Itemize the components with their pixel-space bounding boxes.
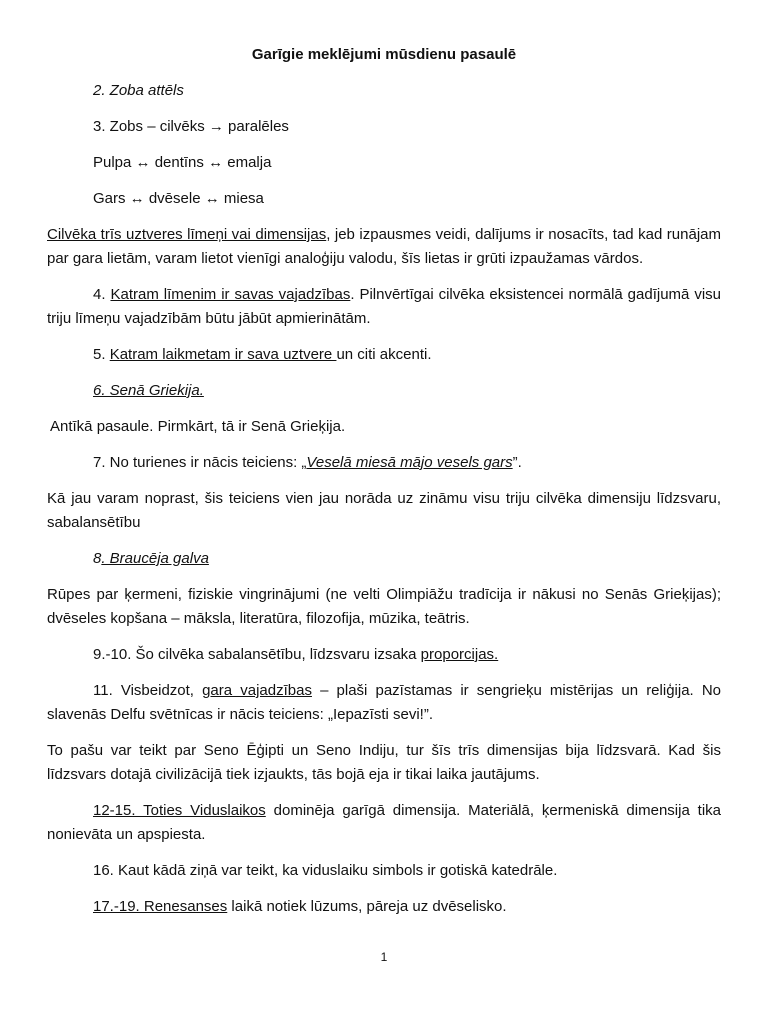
paragraph-tooth-layers: Pulpa ↔ dentīns ↔ emalja: [93, 154, 272, 171]
paragraph-slide-12-15: [47, 799, 721, 847]
paragraph-egypt-india: To pašu var teikt par Seno Ēģipti un Seno Indiju, tur šīs trīs dimensijas bija līdzsvarā. Kad šis līdzsvars dotajā civilizācijā tiek izjaukts, tās bojā eja ir tikai laika jautājums.: [47, 742, 721, 783]
paragraph-slide-5: [47, 343, 721, 367]
paragraph-text: 8: [93, 550, 102, 567]
paragraph-slide-11: [47, 679, 721, 727]
underlined-phrase: Cilvēka trīs uztveres līmeņi vai dimensijas: [47, 226, 327, 243]
paragraph-text: , jeb izpausmes veidi, dalījums ir nosacīts, tad kad runājam par gara lietām, varam lietot vienīgi analoģiju valodu, šīs lietas ir grūti izpaužamas vārdos.: [47, 226, 721, 267]
paragraph-antiquity: Antīkā pasaule. Pirmkārt, tā ir Senā Grieķija.: [50, 418, 346, 435]
paragraph-slide-3: 3. Zobs – cilvēks → paralēles: [93, 118, 289, 135]
paragraph-three-levels: [47, 223, 721, 271]
underlined-phrase: Katram līmenim ir savas vajadzības: [110, 286, 351, 303]
paragraph-slide-2: [47, 79, 721, 103]
document-body: [47, 43, 721, 931]
paragraph-human-layers: Gars ↔ dvēsele ↔ miesa: [93, 190, 264, 207]
paragraph-text: un citi akcenti.: [336, 346, 432, 363]
page-number: 1: [380, 950, 388, 964]
paragraph-text: 9.-10. Šo cilvēka sabalansētību, līdzsvaru izsaka: [93, 646, 421, 663]
underlined-phrase: gara vajadzības: [202, 682, 312, 699]
paragraph-text: – plaši pazīstamas ir sengrieķu mistērijas un reliģija. No slavenās Delfu svētnīcas ir nācis teiciens: „Iepazīsti sevi!”.: [47, 682, 722, 723]
document-title: Garīgie meklējumi mūsdienu pasaulē: [251, 46, 517, 63]
paragraph-balance: Kā jau varam noprast, šis teiciens vien jau norāda uz zināmu visu triju cilvēka dimensiju līdzsvaru, sabalansētību: [47, 490, 721, 531]
underlined-quote: Veselā miesā mājo vesels gars: [306, 454, 513, 471]
paragraph-text: 5.: [93, 346, 110, 363]
paragraph-slide-16: 16. Kaut kādā ziņā var teikt, ka viduslaiku simbols ir gotiskā katedrāle.: [93, 862, 558, 879]
paragraph-text: 4.: [93, 286, 111, 303]
paragraph-body-care: Rūpes par ķermeni, fiziskie vingrinājumi (ne velti Olimpiāžu tradīcija ir nākusi no Senās Grieķijas); dvēseles kopšana – māksla, literatūra, filozofija, mūzika, teātris.: [47, 586, 721, 627]
underlined-heading: . Braucēja galva: [101, 550, 209, 567]
paragraph-text: dominēja garīgā dimensija. Materiālā, ķermeniskā dimensija tika nonievāta un apspiesta.: [47, 802, 721, 843]
paragraph-slide-17-19: [47, 895, 721, 919]
paragraph-text: 7. No turienes ir nācis teiciens: „: [93, 454, 307, 471]
paragraph-text: laikā notiek lūzums, pāreja uz dvēselisko.: [227, 898, 507, 915]
paragraph-slide-8: [47, 547, 721, 571]
underlined-phrase: 12-15. Toties Viduslaikos: [93, 802, 266, 819]
underlined-heading: 6. Senā Griekija.: [93, 382, 204, 399]
paragraph-slide-9-10: [47, 643, 721, 667]
paragraph-text: 11. Visbeidzot,: [93, 682, 203, 699]
paragraph-slide-4: [47, 283, 721, 331]
paragraph-slide-6: [47, 379, 721, 403]
slide-2-caption: 2. Zoba attēls: [93, 82, 184, 99]
underlined-phrase: proporcijas.: [420, 646, 499, 663]
underlined-phrase: Katram laikmetam ir sava uztvere: [109, 346, 337, 363]
paragraph-text: . Pilnvērtīgai cilvēka eksistencei normālā gadījumā visu triju līmeņu vajadzībām būtu jābūt apmierinātām.: [47, 286, 722, 327]
underlined-phrase: 17.-19. Renesanses: [93, 898, 228, 915]
paragraph-slide-7: [47, 451, 721, 475]
paragraph-text: ”.: [512, 454, 522, 471]
